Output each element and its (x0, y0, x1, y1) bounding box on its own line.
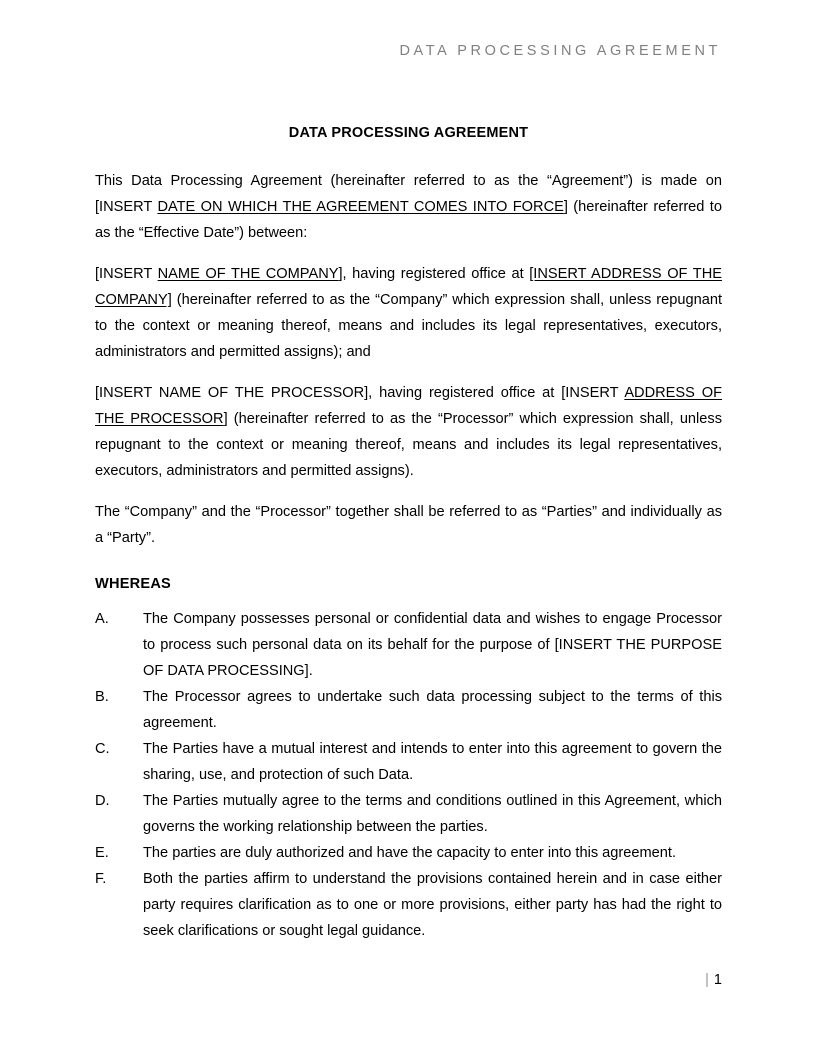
list-item-text: The parties are duly authorized and have the capacity to enter into this agreement. (143, 845, 676, 862)
running-header: DATA PROCESSING AGREEMENT (399, 43, 721, 59)
body-paragraph (95, 168, 722, 246)
list-item-text: The Parties have a mutual interest and intends to enter into this agreement to govern the sharing, use, and protection of such Data. (143, 741, 722, 784)
paragraph-text: This Data Processing Agreement (hereinafter referred to as the “Agreement”) is made on [INSERT (95, 173, 722, 216)
placeholder-underlined-text: ADDRESS OF THE PROCESSOR (95, 385, 723, 428)
whereas-heading: WHEREAS (95, 576, 171, 593)
recital-list (95, 606, 722, 944)
paragraph-text: The “Company” and the “Processor” together shall be referred to as “Parties” and individually as a “Party”. (95, 504, 722, 547)
list-item (95, 736, 722, 788)
paragraph-text: ], having registered office at (338, 266, 530, 283)
body-paragraph (95, 261, 722, 365)
page-footer (95, 972, 722, 988)
list-item-text: The Parties mutually agree to the terms and conditions outlined in this Agreement, which governs the working relationship between the parties. (143, 793, 722, 836)
page-title: DATA PROCESSING AGREEMENT (288, 125, 529, 141)
footer-page-number: 1 (713, 972, 722, 988)
list-item-marker: E. (95, 845, 109, 862)
list-item (95, 606, 722, 684)
list-item-marker: C. (95, 741, 110, 758)
list-item (95, 684, 722, 736)
body-paragraph (95, 380, 722, 484)
paragraph-text: ] (hereinafter referred to as the “Processor” which expression shall, unless repugnant to the context or meaning thereof, means and includes its legal representatives, executors, administrators and permitted assigns). (95, 411, 722, 480)
list-item (95, 840, 722, 866)
paragraph-text: ] (hereinafter referred to as the “Effective Date”) between: (95, 199, 722, 242)
placeholder-underlined-text: [INSERT ADDRESS OF THE COMPANY] (95, 266, 722, 309)
placeholder-underlined-text: NAME OF THE COMPANY (157, 266, 339, 283)
paragraph-text: [INSERT (95, 266, 158, 283)
placeholder-underlined-text: DATE ON WHICH THE AGREEMENT COMES INTO FORCE (157, 199, 564, 216)
list-item-marker: B. (95, 689, 109, 706)
list-item-marker: A. (95, 611, 109, 628)
list-item (95, 866, 722, 944)
paragraph-text: (hereinafter referred to as the “Company” which expression shall, unless repugnant to the context or meaning thereof, means and includes its legal representatives, executors, administrators and permitted assigns); and (95, 292, 722, 361)
body-paragraph (95, 499, 722, 551)
paragraph-block (95, 168, 722, 551)
list-item-marker: F. (95, 871, 107, 888)
list-item-text: The Company possesses personal or confidential data and wishes to engage Processor to process such personal data on its behalf for the purpose of [INSERT THE PURPOSE OF DATA PROCESSING]. (143, 611, 722, 680)
document-body (95, 124, 722, 944)
list-item-text: The Processor agrees to undertake such data processing subject to the terms of this agreement. (143, 689, 722, 732)
list-item (95, 788, 722, 840)
list-item-marker: D. (95, 793, 110, 810)
list-item-text: Both the parties affirm to understand the provisions contained herein and in case either party requires clarification as to one or more provisions, either party has had the right to seek clarifications or sought legal guidance. (143, 871, 722, 940)
footer-separator: | (705, 972, 709, 988)
paragraph-text: [INSERT NAME OF THE PROCESSOR], having registered office at [INSERT (95, 385, 625, 402)
